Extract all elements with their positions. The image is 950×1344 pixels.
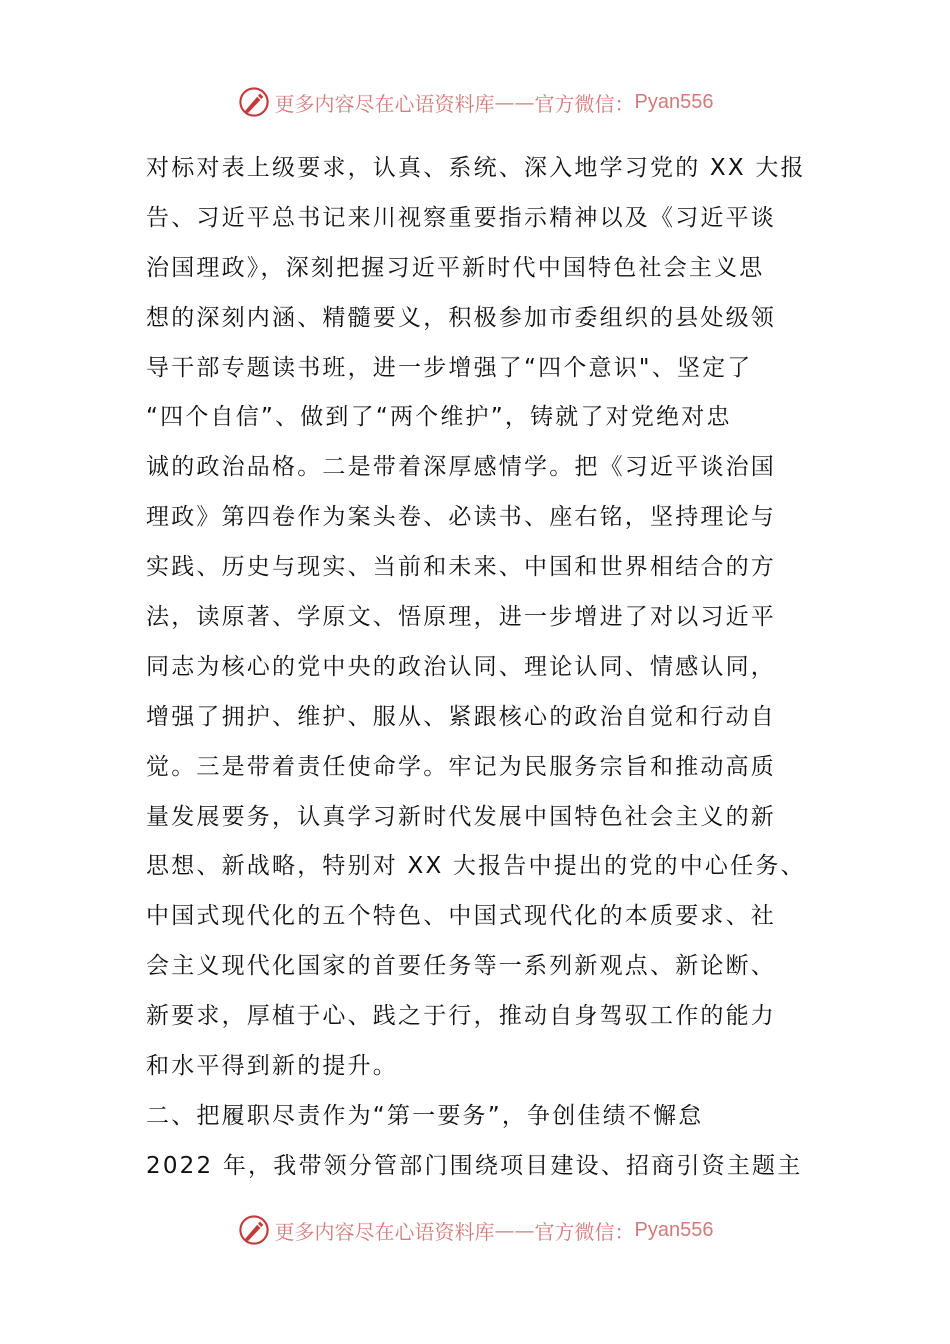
text-line: 想的深刻内涵、精髓要义，积极参加市委组织的县处级领 bbox=[146, 304, 776, 331]
text-line: 量发展要务，认真学习新时代发展中国特色社会主义的新 bbox=[146, 803, 776, 830]
footer-slogan: 更多内容尽在心语资料库 bbox=[274, 1219, 495, 1244]
text-line: 思想、新战略，特别对 XX 大报告中提出的党的中心任务、 bbox=[146, 853, 806, 880]
text-line: 中国式现代化的五个特色、中国式现代化的本质要求、社 bbox=[146, 903, 776, 930]
text-line: 法，读原著、学原文、悟原理，进一步增进了对以习近平 bbox=[146, 604, 776, 631]
text-line: 新要求，厚植于心、践之于行，推动自身驾驭工作的能力 bbox=[146, 1003, 776, 1030]
header-banner bbox=[0, 84, 950, 120]
text-line: 同志为核心的党中央的政治认同、理论认同、情感认同， bbox=[146, 653, 776, 680]
text-line: 2022 年，我带领分管部门围绕项目建设、招商引资主题主 bbox=[146, 1152, 803, 1179]
pen-logo-icon bbox=[237, 1213, 271, 1247]
body-text bbox=[146, 144, 806, 1192]
header-slogan: 更多内容尽在心语资料库 bbox=[274, 91, 495, 116]
footer-banner bbox=[0, 1212, 950, 1248]
header-dash: —— bbox=[494, 90, 535, 114]
header-wechat-label: 官方微信： bbox=[534, 91, 635, 116]
text-line: 实践、历史与现实、当前和未来、中国和世界相结合的方 bbox=[146, 554, 776, 581]
text-line: 导干部专题读书班，进一步增强了“四个意识"、坚定了 bbox=[146, 354, 753, 381]
text-line: 和水平得到新的提升。 bbox=[146, 1053, 398, 1080]
pen-logo-icon bbox=[237, 85, 271, 119]
header-wechat-id: Pyan556 bbox=[634, 90, 714, 113]
text-line: 增强了拥护、维护、服从、紧跟核心的政治自觉和行动自 bbox=[146, 703, 776, 730]
text-line: 理政》第四卷作为案头卷、必读书、座右铭，坚持理论与 bbox=[146, 504, 776, 531]
text-line: 治国理政》，深刻把握习近平新时代中国特色社会主义思 bbox=[146, 254, 765, 281]
footer-dash: —— bbox=[494, 1218, 535, 1242]
text-line: 对标对表上级要求，认真、系统、深入地学习党的 XX 大报 bbox=[146, 155, 806, 181]
text-line: 觉。三是带着责任使命学。牢记为民服务宗旨和推动高质 bbox=[146, 753, 776, 780]
text-line: 告、习近平总书记来川视察重要指示精神以及《习近平谈 bbox=[146, 204, 776, 231]
footer-wechat-label: 官方微信： bbox=[534, 1219, 635, 1244]
text-line: “四个自信”、做到了“两个维护”，铸就了对党绝对忠 bbox=[146, 404, 732, 431]
text-line: 会主义现代化国家的首要任务等一系列新观点、新论断、 bbox=[146, 953, 776, 980]
section-heading: 二、把履职尽责作为“第一要务”，争创佳绩不懈怠 bbox=[146, 1102, 704, 1129]
footer-wechat-id: Pyan556 bbox=[634, 1218, 714, 1241]
text-line: 诚的政治品格。二是带着深厚感情学。把《习近平谈治国 bbox=[146, 454, 776, 481]
